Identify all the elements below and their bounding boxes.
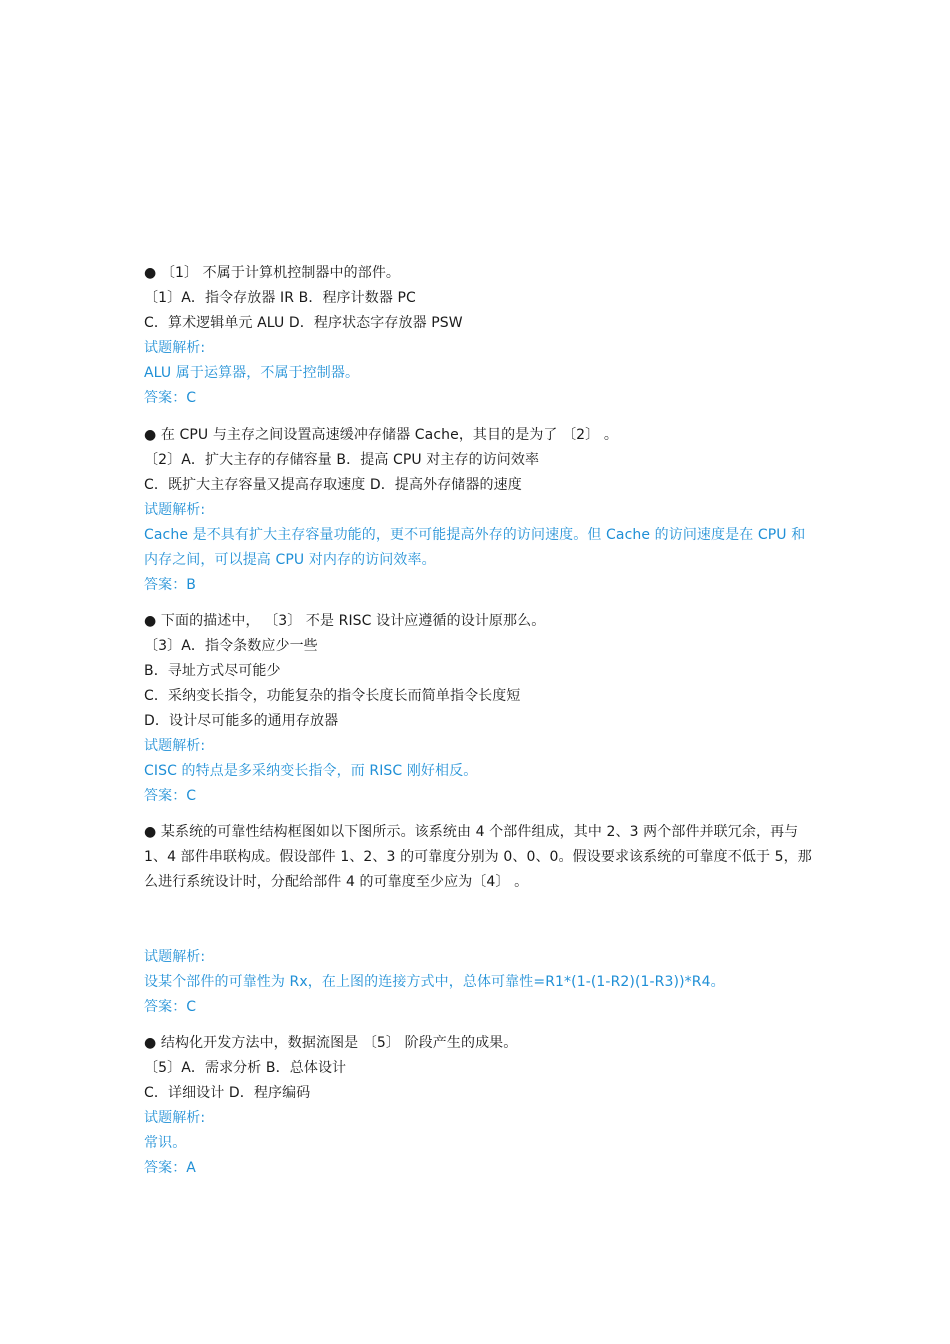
- q4-answer: 答案：C: [144, 999, 197, 1015]
- q4-analysis-line-1: 设某个部件的可靠性为 Rx，在上图的连接方式中，总体可靠性=R1*(1-(1-R2)(1-R3))*R4。: [144, 974, 725, 990]
- q2-option-line-2: C．既扩大主存容量又提高存取速度 D．提高外存储器的速度: [144, 477, 522, 493]
- q3-option-line-2: B．寻址方式尽可能少: [144, 663, 281, 679]
- q2-answer: 答案：B: [144, 577, 197, 593]
- q3-option-line-4: D．设计尽可能多的通用存放器: [144, 713, 339, 729]
- q4-analysis-label: 试题解析:: [144, 949, 206, 965]
- q4-stem-line-2: 1、4 部件串联构成。假设部件 1、2、3 的可靠度分别为 0、0、0。假设要求该系统的可靠度不低于 5，那: [144, 849, 812, 865]
- q3-stem-line-1: ● 下面的描述中， 〔3〕 不是 RISC 设计应遵循的设计原那么。: [144, 613, 546, 629]
- q5-analysis-line-1: 常识。: [144, 1135, 187, 1151]
- q3-answer: 答案：C: [144, 788, 197, 804]
- q3-option-line-3: C．采纳变长指令，功能复杂的指令长度长而简单指令长度短: [144, 688, 521, 704]
- q1-analysis-label: 试题解析:: [144, 340, 206, 356]
- q5-option-line-1: 〔5〕A．需求分析 B．总体设计: [144, 1060, 347, 1076]
- q1-answer: 答案：C: [144, 390, 197, 406]
- q1-option-line-2: C．算术逻辑单元 ALU D．程序状态字存放器 PSW: [144, 315, 463, 331]
- q3-analysis-line-1: CISC 的特点是多采纳变长指令，而 RISC 刚好相反。: [144, 763, 478, 779]
- q4-stem-line-1: ● 某系统的可靠性结构框图如以下图所示。该系统由 4 个部件组成，其中 2、3 两个部件并联冗余，再与: [144, 824, 799, 840]
- q1-analysis-line-1: ALU 属于运算器，不属于控制器。: [144, 365, 360, 381]
- q4-stem-line-3: 么进行系统设计时，分配给部件 4 的可靠度至少应为〔4〕 。: [144, 874, 529, 890]
- q2-stem-line-1: ● 在 CPU 与主存之间设置高速缓冲存储器 Cache，其目的是为了 〔2〕 。: [144, 427, 618, 443]
- q5-stem-line-1: ● 结构化开发方法中，数据流图是 〔5〕 阶段产生的成果。: [144, 1035, 518, 1051]
- q2-analysis-line-2: 内存之间，可以提高 CPU 对内存的访问效率。: [144, 552, 436, 568]
- q2-analysis-label: 试题解析:: [144, 502, 206, 518]
- q3-option-line-1: 〔3〕A．指令条数应少一些: [144, 638, 318, 654]
- q1-option-line-1: 〔1〕A．指令存放器 IR B．程序计数器 PC: [144, 290, 416, 306]
- q5-analysis-label: 试题解析:: [144, 1110, 206, 1126]
- q2-option-line-1: 〔2〕A．扩大主存的存储容量 B．提高 CPU 对主存的访问效率: [144, 452, 540, 468]
- q5-answer: 答案：A: [144, 1160, 196, 1176]
- q5-option-line-2: C．详细设计 D．程序编码: [144, 1085, 311, 1101]
- q2-analysis-line-1: Cache 是不具有扩大主存容量功能的，更不可能提高外存的访问速度。但 Cache 的访问速度是在 CPU 和: [144, 527, 806, 543]
- q3-analysis-label: 试题解析:: [144, 738, 206, 754]
- q1-stem-line-1: ● 〔1〕 不属于计算机控制器中的部件。: [144, 265, 401, 281]
